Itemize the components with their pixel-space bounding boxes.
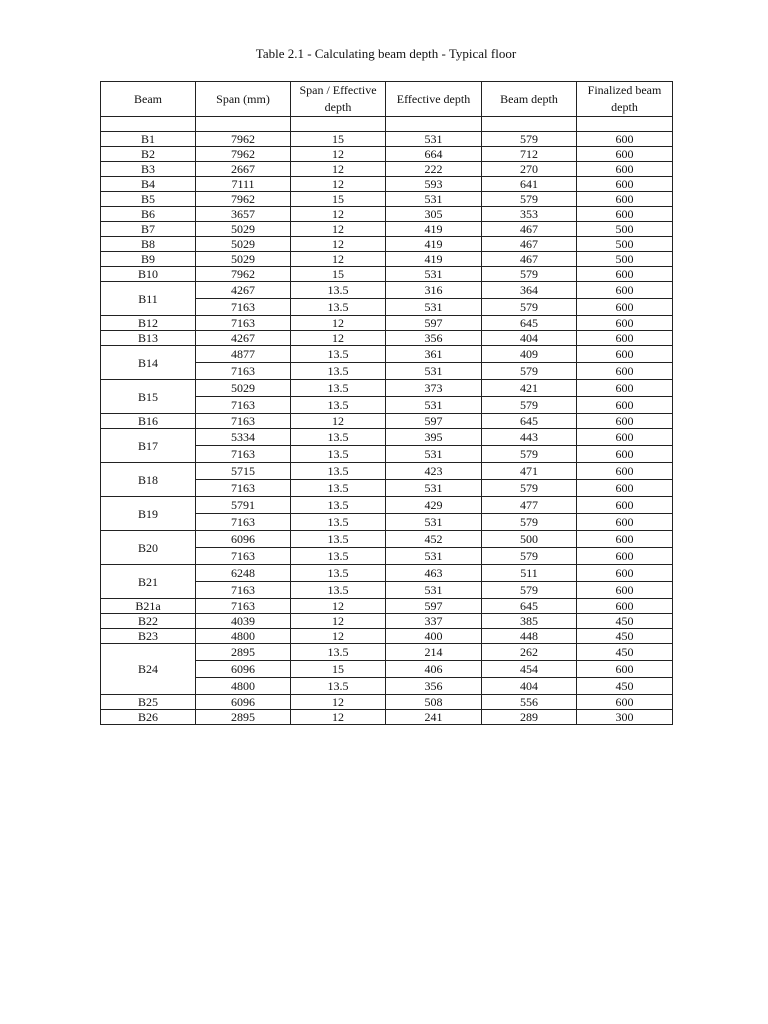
beam-id-cell: B4 [101,177,196,192]
span-cell: 6096 [196,695,291,710]
span-ratio-cell: 12 [291,237,386,252]
beam-id-cell: B13 [101,331,196,346]
effective-depth-cell: 395 [386,429,482,446]
table-row [101,267,673,282]
effective-depth-cell: 429 [386,497,482,514]
beam-id-cell: B2 [101,147,196,162]
span-ratio-cell: 12 [291,316,386,331]
beam-depth-cell: 712 [482,147,577,162]
table-row [101,414,673,429]
beam-depth-cell: 579 [482,397,577,414]
span-cell: 4800 [196,629,291,644]
span-cell: 4267 [196,331,291,346]
spacer-cell [291,117,386,132]
effective-depth-cell: 419 [386,252,482,267]
span-ratio-cell: 13.5 [291,565,386,582]
beam-depth-cell: 500 [482,531,577,548]
beam-depth-cell: 579 [482,480,577,497]
effective-depth-cell: 664 [386,147,482,162]
header-span: Span (mm) [196,82,291,117]
span-ratio-cell: 13.5 [291,497,386,514]
beam-id-cell: B20 [101,531,196,565]
finalized-depth-cell: 600 [577,162,673,177]
beam-depth-cell: 579 [482,192,577,207]
beam-depth-cell: 579 [482,582,577,599]
beam-id-cell: B8 [101,237,196,252]
span-ratio-cell: 13.5 [291,397,386,414]
span-cell: 7163 [196,480,291,497]
finalized-depth-cell: 600 [577,299,673,316]
beam-id-cell: B14 [101,346,196,380]
finalized-depth-cell: 600 [577,514,673,531]
span-cell: 7163 [196,363,291,380]
beam-depth-cell: 385 [482,614,577,629]
span-ratio-cell: 12 [291,414,386,429]
span-ratio-cell: 12 [291,695,386,710]
beam-depth-cell: 579 [482,132,577,147]
table-row [101,644,673,661]
finalized-depth-cell: 600 [577,463,673,480]
span-ratio-cell: 13.5 [291,582,386,599]
beam-id-cell: B9 [101,252,196,267]
span-cell: 7163 [196,599,291,614]
beam-depth-cell: 364 [482,282,577,299]
span-ratio-cell: 12 [291,162,386,177]
beam-depth-cell: 262 [482,644,577,661]
spacer-body [101,117,673,132]
effective-depth-cell: 452 [386,531,482,548]
header-span-effective-depth: Span / Effective depth [291,82,386,117]
table-header [101,82,673,117]
table-row [101,282,673,299]
table-row [101,222,673,237]
beam-depth-cell: 579 [482,548,577,565]
span-cell: 7163 [196,414,291,429]
span-cell: 7163 [196,548,291,565]
beam-depth-cell: 579 [482,267,577,282]
span-cell: 6096 [196,661,291,678]
beam-id-cell: B23 [101,629,196,644]
finalized-depth-cell: 600 [577,446,673,463]
spacer-cell [577,117,673,132]
beam-id-cell: B18 [101,463,196,497]
beam-depth-cell: 645 [482,414,577,429]
finalized-depth-cell: 500 [577,252,673,267]
beam-depth-cell: 467 [482,252,577,267]
beam-depth-cell: 443 [482,429,577,446]
span-cell: 5029 [196,222,291,237]
span-cell: 7962 [196,192,291,207]
effective-depth-cell: 531 [386,397,482,414]
table-row [101,192,673,207]
effective-depth-cell: 406 [386,661,482,678]
effective-depth-cell: 241 [386,710,482,725]
finalized-depth-cell: 600 [577,177,673,192]
effective-depth-cell: 531 [386,548,482,565]
beam-depth-cell: 409 [482,346,577,363]
span-cell: 3657 [196,207,291,222]
beam-depth-cell: 353 [482,207,577,222]
beam-depth-cell: 579 [482,446,577,463]
table-row [101,132,673,147]
beam-id-cell: B12 [101,316,196,331]
effective-depth-cell: 593 [386,177,482,192]
beam-depth-cell: 454 [482,661,577,678]
table-row [101,614,673,629]
table-row [101,599,673,614]
effective-depth-cell: 531 [386,299,482,316]
table-row [101,629,673,644]
table-row [101,710,673,725]
beam-id-cell: B1 [101,132,196,147]
effective-depth-cell: 531 [386,480,482,497]
span-cell: 4800 [196,678,291,695]
span-ratio-cell: 12 [291,629,386,644]
beam-id-cell: B7 [101,222,196,237]
span-cell: 5334 [196,429,291,446]
finalized-depth-cell: 450 [577,614,673,629]
beam-depth-cell: 579 [482,514,577,531]
span-cell: 7163 [196,446,291,463]
table-row [101,695,673,710]
table-row [101,331,673,346]
span-cell: 7962 [196,267,291,282]
span-ratio-cell: 13.5 [291,282,386,299]
span-ratio-cell: 13.5 [291,363,386,380]
effective-depth-cell: 214 [386,644,482,661]
effective-depth-cell: 531 [386,192,482,207]
beam-depth-cell: 467 [482,222,577,237]
table-row [101,463,673,480]
spacer-cell [196,117,291,132]
finalized-depth-cell: 500 [577,237,673,252]
finalized-depth-cell: 600 [577,397,673,414]
finalized-depth-cell: 600 [577,695,673,710]
beam-depth-cell: 289 [482,710,577,725]
finalized-depth-cell: 600 [577,548,673,565]
effective-depth-cell: 356 [386,678,482,695]
beam-depth-cell: 645 [482,316,577,331]
beam-id-cell: B17 [101,429,196,463]
finalized-depth-cell: 600 [577,147,673,162]
finalized-depth-cell: 600 [577,497,673,514]
span-ratio-cell: 13.5 [291,463,386,480]
finalized-depth-cell: 300 [577,710,673,725]
table-row [101,497,673,514]
header-beam-depth: Beam depth [482,82,577,117]
span-cell: 4267 [196,282,291,299]
span-ratio-cell: 12 [291,252,386,267]
finalized-depth-cell: 600 [577,132,673,147]
span-cell: 2667 [196,162,291,177]
effective-depth-cell: 305 [386,207,482,222]
finalized-depth-cell: 450 [577,678,673,695]
span-cell: 7962 [196,147,291,162]
span-ratio-cell: 13.5 [291,644,386,661]
finalized-depth-cell: 600 [577,429,673,446]
beam-depth-cell: 404 [482,331,577,346]
effective-depth-cell: 356 [386,331,482,346]
span-ratio-cell: 12 [291,207,386,222]
effective-depth-cell: 316 [386,282,482,299]
span-ratio-cell: 13.5 [291,678,386,695]
span-cell: 2895 [196,644,291,661]
effective-depth-cell: 597 [386,599,482,614]
finalized-depth-cell: 600 [577,380,673,397]
span-cell: 7111 [196,177,291,192]
finalized-depth-cell: 600 [577,531,673,548]
span-cell: 5029 [196,237,291,252]
beam-depth-cell: 471 [482,463,577,480]
table-body [101,132,673,725]
effective-depth-cell: 373 [386,380,482,397]
beam-depth-cell: 467 [482,237,577,252]
effective-depth-cell: 400 [386,629,482,644]
table-row [101,429,673,446]
finalized-depth-cell: 600 [577,414,673,429]
finalized-depth-cell: 450 [577,644,673,661]
beam-id-cell: B21a [101,599,196,614]
finalized-depth-cell: 600 [577,346,673,363]
effective-depth-cell: 531 [386,132,482,147]
span-cell: 4039 [196,614,291,629]
finalized-depth-cell: 600 [577,331,673,346]
span-cell: 5029 [196,252,291,267]
finalized-depth-cell: 600 [577,565,673,582]
table-row [101,346,673,363]
table-row [101,207,673,222]
beam-id-cell: B21 [101,565,196,599]
beam-depth-cell: 448 [482,629,577,644]
span-cell: 7163 [196,316,291,331]
span-cell: 7163 [196,397,291,414]
span-ratio-cell: 15 [291,192,386,207]
beam-id-cell: B10 [101,267,196,282]
span-cell: 2895 [196,710,291,725]
beam-depth-cell: 579 [482,363,577,380]
effective-depth-cell: 222 [386,162,482,177]
span-cell: 6096 [196,531,291,548]
beam-depth-table [100,81,673,725]
finalized-depth-cell: 450 [577,629,673,644]
beam-id-cell: B25 [101,695,196,710]
span-cell: 6248 [196,565,291,582]
span-ratio-cell: 13.5 [291,380,386,397]
finalized-depth-cell: 600 [577,192,673,207]
span-ratio-cell: 12 [291,710,386,725]
span-ratio-cell: 13.5 [291,531,386,548]
table-caption: Table 2.1 - Calculating beam depth - Typical floor [255,46,517,61]
table-row [101,177,673,192]
table-row [101,316,673,331]
spacer-row [101,117,673,132]
finalized-depth-cell: 600 [577,282,673,299]
effective-depth-cell: 423 [386,463,482,480]
span-ratio-cell: 13.5 [291,346,386,363]
finalized-depth-cell: 600 [577,661,673,678]
header-effective-depth: Effective depth [386,82,482,117]
effective-depth-cell: 531 [386,582,482,599]
beam-depth-cell: 556 [482,695,577,710]
beam-depth-cell: 270 [482,162,577,177]
beam-depth-cell: 477 [482,497,577,514]
effective-depth-cell: 531 [386,267,482,282]
span-ratio-cell: 13.5 [291,299,386,316]
effective-depth-cell: 597 [386,316,482,331]
header-beam: Beam [101,82,196,117]
finalized-depth-cell: 600 [577,207,673,222]
effective-depth-cell: 531 [386,363,482,380]
beam-id-cell: B15 [101,380,196,414]
table-row [101,147,673,162]
beam-id-cell: B19 [101,497,196,531]
span-cell: 5715 [196,463,291,480]
span-cell: 7962 [196,132,291,147]
beam-id-cell: B16 [101,414,196,429]
beam-id-cell: B26 [101,710,196,725]
table-row [101,531,673,548]
table-row [101,380,673,397]
finalized-depth-cell: 600 [577,363,673,380]
effective-depth-cell: 361 [386,346,482,363]
finalized-depth-cell: 600 [577,599,673,614]
span-ratio-cell: 12 [291,614,386,629]
table-row [101,565,673,582]
span-ratio-cell: 12 [291,177,386,192]
beam-depth-cell: 421 [482,380,577,397]
span-ratio-cell: 12 [291,331,386,346]
span-ratio-cell: 12 [291,599,386,614]
span-ratio-cell: 12 [291,222,386,237]
table-row [101,162,673,177]
span-cell: 7163 [196,514,291,531]
span-ratio-cell: 15 [291,132,386,147]
finalized-depth-cell: 600 [577,582,673,599]
header-row [101,82,673,117]
spacer-cell [482,117,577,132]
effective-depth-cell: 419 [386,237,482,252]
effective-depth-cell: 337 [386,614,482,629]
span-cell: 5791 [196,497,291,514]
finalized-depth-cell: 600 [577,267,673,282]
finalized-depth-cell: 600 [577,480,673,497]
beam-depth-cell: 511 [482,565,577,582]
beam-depth-cell: 641 [482,177,577,192]
spacer-cell [101,117,196,132]
effective-depth-cell: 531 [386,446,482,463]
header-finalized-beam-depth: Finalized beam depth [577,82,673,117]
table-row [101,252,673,267]
finalized-depth-cell: 500 [577,222,673,237]
span-ratio-cell: 15 [291,267,386,282]
effective-depth-cell: 531 [386,514,482,531]
span-ratio-cell: 15 [291,661,386,678]
span-ratio-cell: 12 [291,147,386,162]
finalized-depth-cell: 600 [577,316,673,331]
beam-id-cell: B11 [101,282,196,316]
span-ratio-cell: 13.5 [291,480,386,497]
span-cell: 5029 [196,380,291,397]
beam-depth-cell: 645 [482,599,577,614]
beam-id-cell: B5 [101,192,196,207]
span-cell: 7163 [196,582,291,599]
span-ratio-cell: 13.5 [291,429,386,446]
span-ratio-cell: 13.5 [291,548,386,565]
span-cell: 4877 [196,346,291,363]
beam-id-cell: B24 [101,644,196,695]
span-ratio-cell: 13.5 [291,514,386,531]
effective-depth-cell: 508 [386,695,482,710]
beam-id-cell: B6 [101,207,196,222]
beam-id-cell: B3 [101,162,196,177]
effective-depth-cell: 463 [386,565,482,582]
effective-depth-cell: 419 [386,222,482,237]
span-cell: 7163 [196,299,291,316]
span-ratio-cell: 13.5 [291,446,386,463]
beam-depth-cell: 579 [482,299,577,316]
effective-depth-cell: 597 [386,414,482,429]
table-row [101,237,673,252]
spacer-cell [386,117,482,132]
beam-id-cell: B22 [101,614,196,629]
beam-depth-cell: 404 [482,678,577,695]
